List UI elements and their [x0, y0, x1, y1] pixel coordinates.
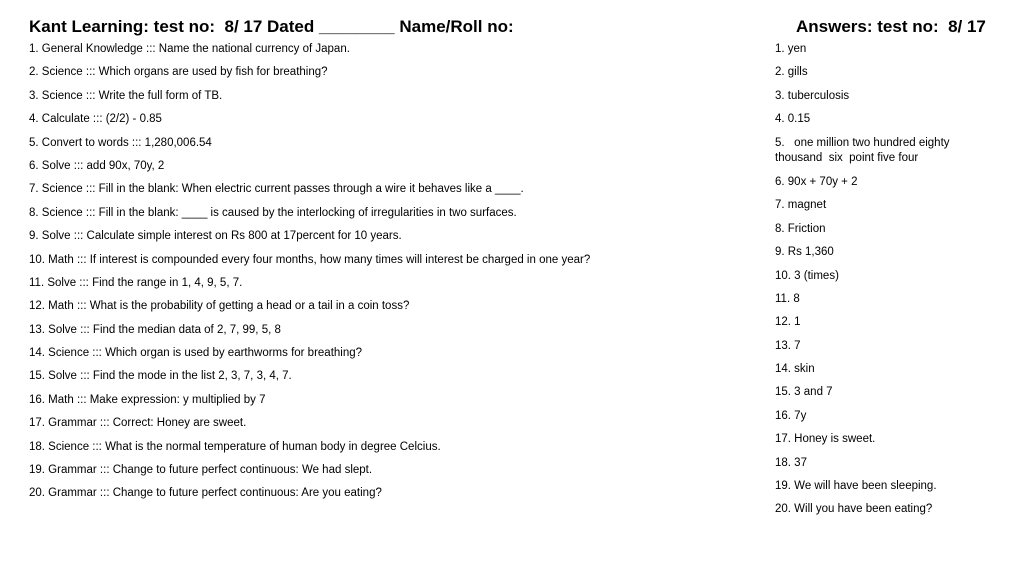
test-title: Kant Learning: test no: 8/ 17 Dated ________ Name/Roll no: [29, 17, 514, 36]
answers-title: Answers: test no: 8/ 17 [796, 17, 986, 36]
question-item: 12. Math ::: What is the probability of getting a head or a tail in a coin toss? [29, 300, 410, 313]
question-item: 16. Math ::: Make expression: y multiplied by 7 [29, 393, 266, 406]
question-item: 8. Science ::: Fill in the blank: ____ is caused by the interlocking of irregularities in two surfaces. [29, 206, 517, 219]
answer-item: 19. We will have been sleeping. [775, 480, 937, 493]
answer-item: 5. one million two hundred eighty thousand six point five four [775, 136, 953, 165]
answer-item: 20. Will you have been eating? [775, 503, 933, 516]
question-item: 1. General Knowledge ::: Name the national currency of Japan. [29, 43, 350, 55]
question-item: 19. Grammar ::: Change to future perfect continuous: We had slept. [29, 464, 373, 477]
answer-item: 18. 37 [775, 456, 807, 469]
answer-item: 16. 7y [775, 409, 807, 422]
answer-item: 8. Friction [775, 222, 826, 235]
answer-item: 7. magnet [775, 199, 827, 212]
question-item: 9. Solve ::: Calculate simple interest on Rs 800 at 17percent for 10 years. [29, 230, 402, 243]
answer-list [775, 42, 990, 526]
question-item: 15. Solve ::: Find the mode in the list 2, 3, 7, 3, 4, 7. [29, 370, 292, 383]
question-item: 13. Solve ::: Find the median data of 2, 7, 99, 5, 8 [29, 323, 281, 336]
question-item: 14. Science ::: Which organ is used by earthworms for breathing? [29, 347, 363, 360]
question-item: 10. Math ::: If interest is compounded every four months, how many times will interest be charged in one year? [29, 253, 591, 266]
answer-item: 6. 90x + 70y + 2 [775, 175, 858, 188]
question-item: 20. Grammar ::: Change to future perfect continuous: Are you eating? [29, 487, 382, 500]
question-item: 4. Calculate ::: (2/2) - 0.85 [29, 113, 162, 126]
answer-item: 17. Honey is sweet. [775, 433, 876, 446]
question-item: 7. Science ::: Fill in the blank: When electric current passes through a wire it behaves like a ____. [29, 183, 524, 196]
question-item: 2. Science ::: Which organs are used by fish for breathing? [29, 66, 328, 79]
answer-item: 9. Rs 1,360 [775, 246, 834, 259]
question-list [29, 42, 749, 510]
answer-item: 13. 7 [775, 339, 801, 352]
answer-item: 1. yen [775, 43, 807, 55]
answer-item: 10. 3 (times) [775, 269, 839, 282]
question-item: 11. Solve ::: Find the range in 1, 4, 9, 5, 7. [29, 276, 243, 289]
question-item: 17. Grammar ::: Correct: Honey are sweet. [29, 417, 247, 430]
answer-item: 4. 0.15 [775, 113, 811, 126]
answer-item: 14. skin [775, 363, 815, 376]
question-item: 5. Convert to words ::: 1,280,006.54 [29, 136, 212, 149]
answer-item: 2. gills [775, 66, 808, 79]
answer-item: 12. 1 [775, 316, 801, 329]
answer-item: 3. tuberculosis [775, 89, 850, 102]
answer-item: 15. 3 and 7 [775, 386, 833, 399]
answer-item: 11. 8 [775, 292, 800, 305]
question-item: 6. Solve ::: add 90x, 70y, 2 [29, 159, 165, 172]
question-item: 3. Science ::: Write the full form of TB. [29, 89, 223, 102]
question-item: 18. Science ::: What is the normal temperature of human body in degree Celcius. [29, 440, 441, 453]
